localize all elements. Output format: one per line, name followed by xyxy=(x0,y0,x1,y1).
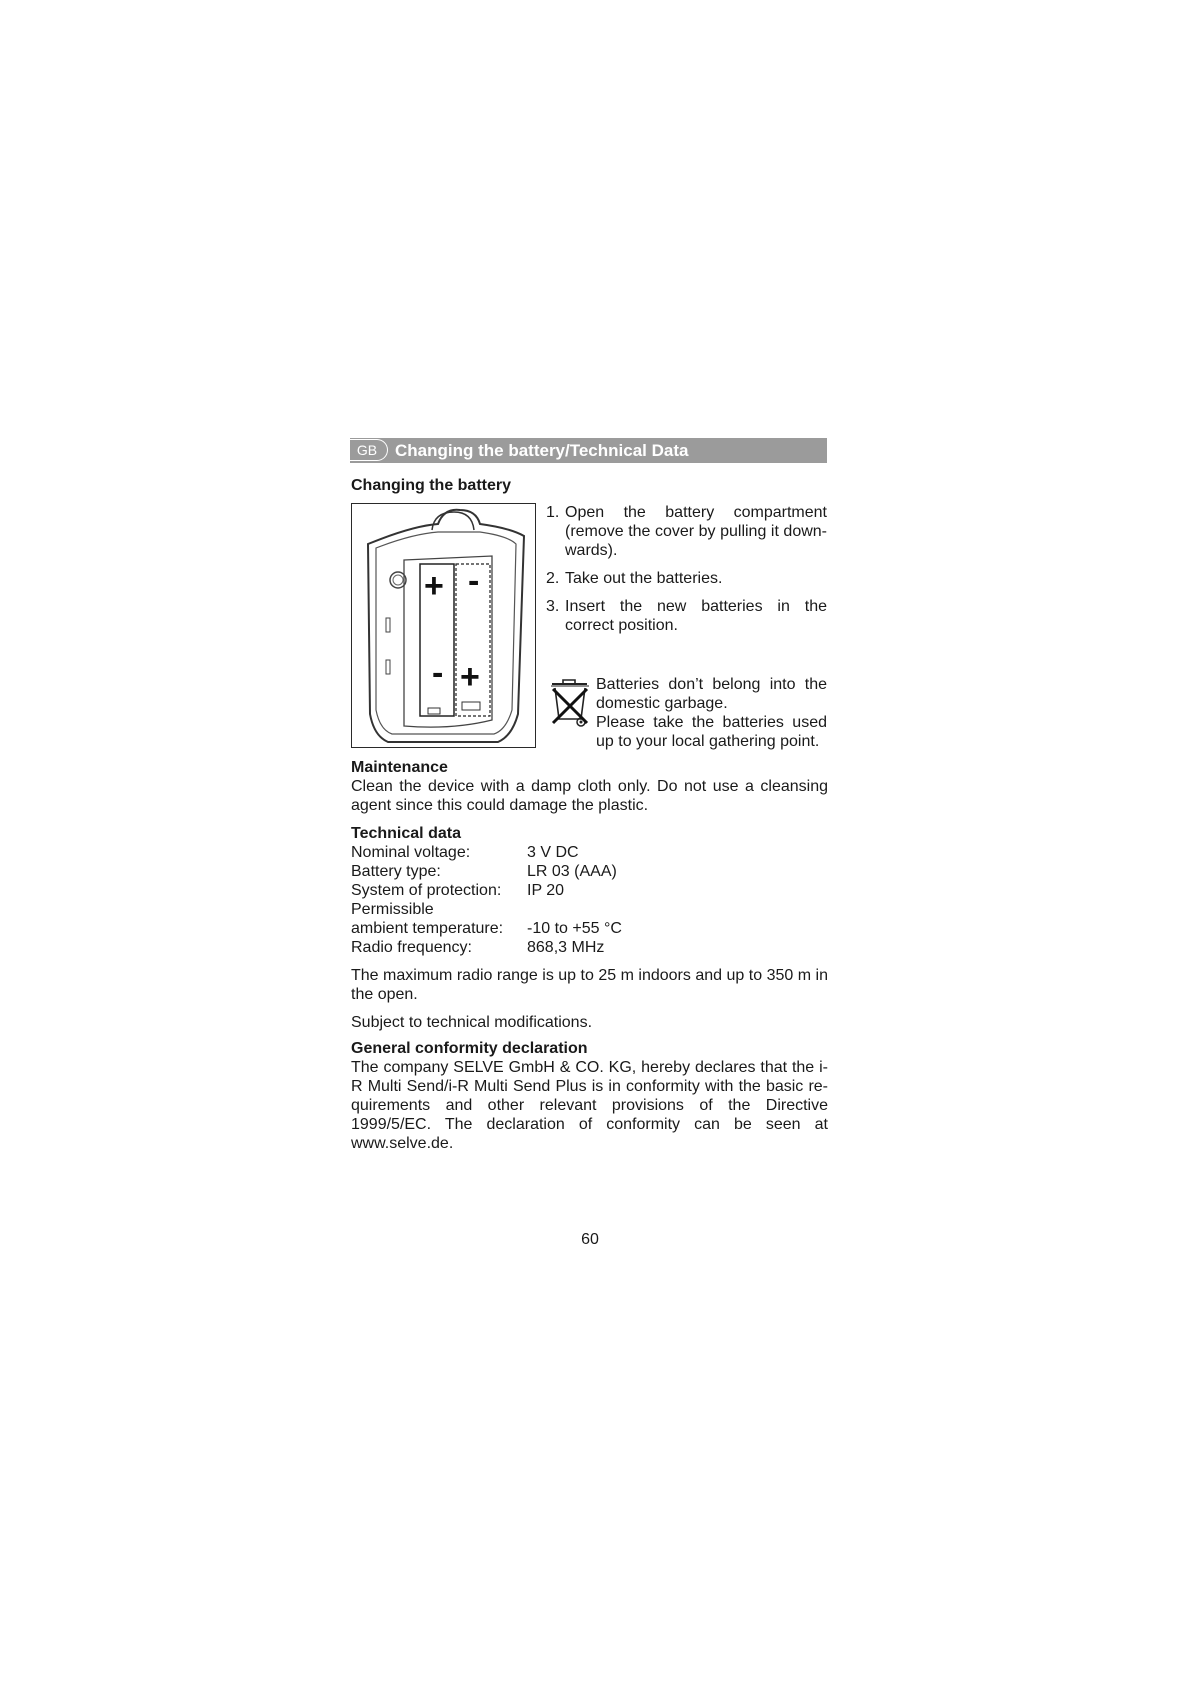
step-text: Take out the batteries. xyxy=(565,570,723,587)
row-label: Battery type: xyxy=(351,863,441,880)
battery-compartment-figure xyxy=(351,503,536,748)
step-number: 1. xyxy=(546,504,560,521)
maintenance-text: Clean the device with a damp cloth only. Do not use a cleansing agent since this could damage the plastic. xyxy=(351,778,828,814)
maintenance-heading: Maintenance xyxy=(351,759,448,776)
plus-sign-lower-right: + xyxy=(460,658,480,696)
minus-sign-lower-left: - xyxy=(432,654,444,692)
table-row xyxy=(351,881,651,900)
row-value: 868,3 MHz xyxy=(527,939,605,956)
disposal-text-line: Batteries don’t belong into the domestic garbage. xyxy=(596,676,827,712)
table-row xyxy=(351,919,651,938)
conformity-heading: General conformity declaration xyxy=(351,1040,588,1057)
radio-range-note: The maximum radio range is up to 25 m indoors and up to 350 m in the open. xyxy=(351,967,828,1003)
row-value: 3 V DC xyxy=(527,844,579,861)
disposal-text-line: Please take the batteries used up to your local gathering point. xyxy=(596,714,827,750)
list-item xyxy=(546,597,827,635)
row-label: Radio frequency: xyxy=(351,939,472,956)
table-row xyxy=(351,862,651,881)
table-row xyxy=(351,900,651,919)
row-label: ambient temperature: xyxy=(351,920,504,937)
list-item xyxy=(546,503,827,560)
battery-heading: Changing the battery xyxy=(351,477,512,494)
table-row xyxy=(351,938,651,957)
section-header-bar xyxy=(350,438,827,463)
battery-compartment-illustration xyxy=(352,504,535,747)
table-row xyxy=(351,843,651,862)
battery-steps-list xyxy=(546,503,827,644)
modifications-note: Subject to technical modifications. xyxy=(351,1014,593,1031)
maintenance-section xyxy=(351,758,828,815)
plus-sign-upper-left: + xyxy=(424,567,444,605)
row-label: System of protection: xyxy=(351,882,502,899)
list-item xyxy=(546,569,827,588)
technical-data-heading: Technical data xyxy=(351,825,461,842)
step-text: Open the battery compartment (remove the cover by pulling it down-wards). xyxy=(565,504,827,559)
conformity-text: The company SELVE GmbH & CO. KG, hereby declares that the i-R Multi Send/i-R Multi Send Plus is in conformity with the basic re-quirements and other relevant provisions of the Directive 1999/5/EC. The declaration of conformity can be seen at www.selve.de. xyxy=(351,1059,828,1152)
step-text: Insert the new batteries in the correct position. xyxy=(565,598,827,634)
disposal-note xyxy=(596,675,827,751)
row-label: Nominal voltage: xyxy=(351,844,471,861)
row-value: -10 to +55 °C xyxy=(527,920,622,937)
minus-sign-upper-right: - xyxy=(468,562,480,600)
row-value: LR 03 (AAA) xyxy=(527,863,617,880)
language-badge: GB xyxy=(350,439,388,461)
section-title: Changing the battery/Technical Data xyxy=(395,441,689,460)
conformity-section xyxy=(351,1039,828,1153)
row-value: IP 20 xyxy=(527,882,565,899)
page-number: 60 xyxy=(581,1231,599,1248)
step-number: 3. xyxy=(546,598,560,615)
row-label: Permissible xyxy=(351,901,434,918)
crossed-out-wheelie-bin-icon xyxy=(549,675,591,730)
technical-data-table xyxy=(351,843,651,957)
step-number: 2. xyxy=(546,570,560,587)
